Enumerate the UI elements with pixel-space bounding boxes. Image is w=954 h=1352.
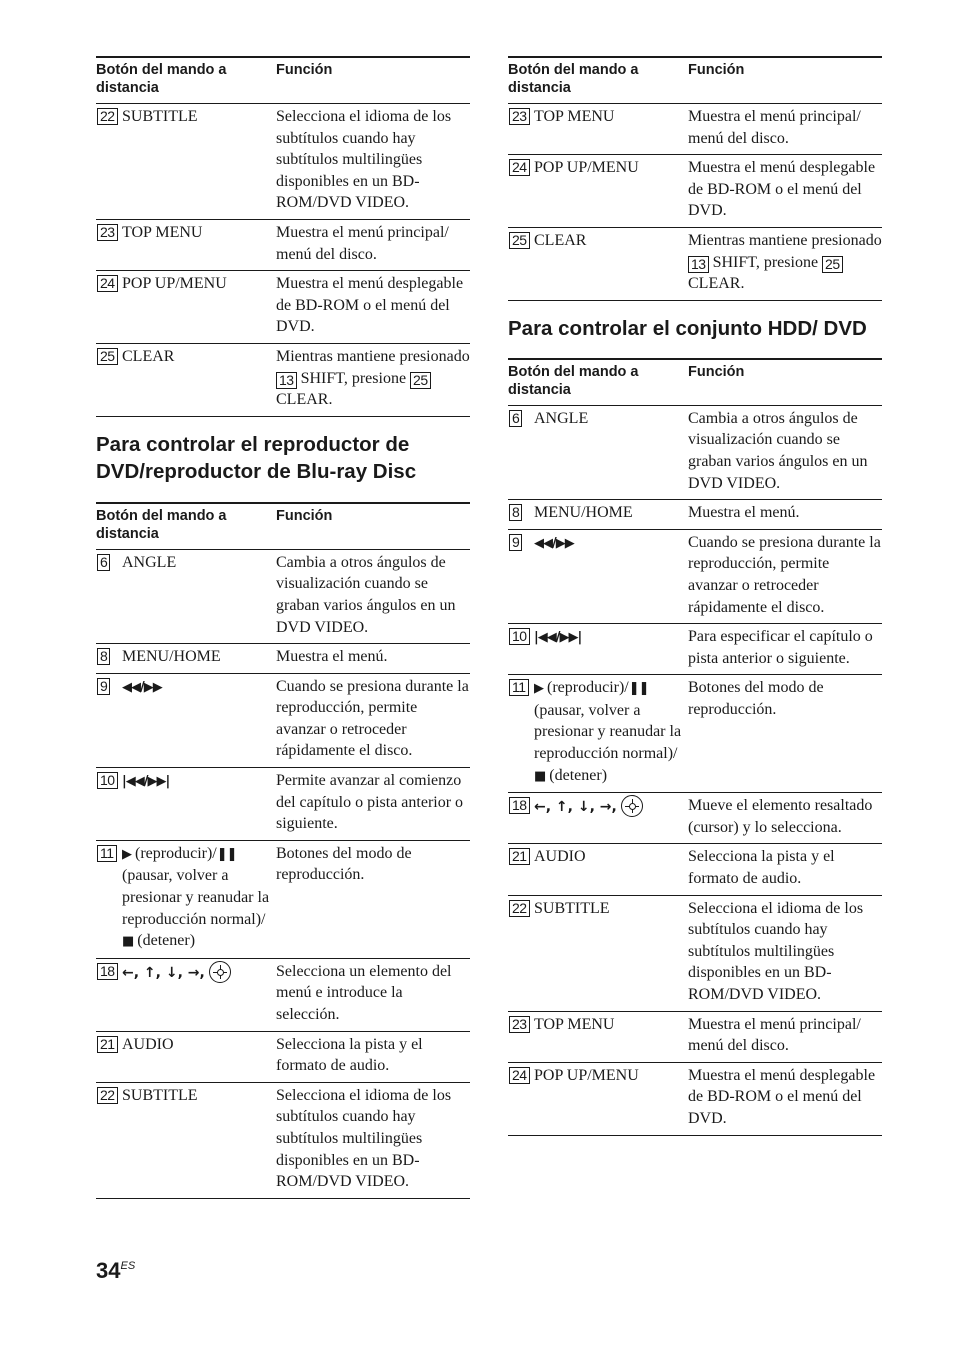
button-label: POP UP/MENU [534,1066,639,1084]
button-cell [96,768,276,841]
button-label: POP UP/MENU [122,275,227,293]
button-number: 18 [509,797,530,814]
button-label: (pausar, volver a presionar y reanudar la reproducción normal)/ [122,867,270,928]
remote-table-hdd-dvd [508,358,882,1136]
header-function: Función [276,503,470,550]
button-cell [508,227,688,300]
button-number: 21 [509,848,530,865]
button-cell [508,675,688,793]
table-row [96,673,470,767]
pause-icon: ❚❚ [628,681,649,697]
header-button: Botón del mando a distancia [96,57,276,104]
table-header-row [508,359,882,406]
button-ref: 25 [410,372,431,389]
function-cell: Muestra el menú principal/ menú del disco. [688,1011,882,1062]
function-cell: Muestra el menú. [688,500,882,530]
stop-icon: ■ [122,934,134,950]
button-label: SUBTITLE [122,1086,198,1104]
table-row [96,768,470,841]
table-row [508,529,882,623]
button-ref: 13 [276,372,297,389]
button-number: 24 [509,159,530,176]
button-number: 23 [97,224,118,241]
table-row [508,675,882,793]
rewind-forward-icon: ◀◀/▶▶ [534,535,574,551]
table-row [508,895,882,1011]
page-lang: ES [120,1260,136,1272]
button-cell [508,1011,688,1062]
button-label: ANGLE [534,409,589,427]
function-cell: Muestra el menú desplegable de BD-ROM o el menú del DVD. [688,155,882,228]
table-row [508,1062,882,1135]
function-cell: Cuando se presiona durante la reproducción, permite avanzar o retroceder rápidamente el disco. [276,673,470,767]
button-number: 10 [97,772,118,789]
table-row [96,1082,470,1198]
function-cell: Selecciona la pista y el formato de audio. [276,1031,470,1082]
button-label: (reproducir)/ [547,679,629,697]
button-cell [96,1082,276,1198]
button-label: AUDIO [534,848,586,866]
table-header-row [96,57,470,104]
button-number: 24 [97,275,118,292]
button-label: SUBTITLE [534,899,610,917]
button-cell [96,673,276,767]
button-cell [96,343,276,416]
table-row [96,1031,470,1082]
button-number: 25 [509,232,530,249]
button-number: 22 [97,1087,118,1104]
table-row [96,549,470,643]
function-cell: Cuando se presiona durante la reproducción, permite avanzar o retroceder rápidamente el disco. [688,529,882,623]
function-cell [276,343,470,416]
function-text: CLEAR. [276,391,333,409]
page-number [96,1258,135,1284]
table-row [508,227,882,300]
table-row [508,104,882,155]
button-number: 9 [97,678,110,695]
button-cell [508,104,688,155]
header-function: Función [688,57,882,104]
play-icon: ▶ [122,846,131,862]
remote-table-bd-continued [96,56,470,417]
button-ref: 13 [688,256,709,273]
button-number: 10 [509,628,530,645]
table-row [96,958,470,1031]
arrow-keys-icon: ←, ↑, ↓, →, [534,799,617,816]
function-text: SHIFT, presione [712,253,819,271]
function-text: CLEAR. [688,275,745,293]
button-label: TOP MENU [534,108,615,125]
function-cell: Botones del modo de reproducción. [276,840,470,958]
header-button: Botón del mando a distancia [96,503,276,550]
button-cell [96,549,276,643]
function-cell: Selecciona un elemento del menú e introduce la selección. [276,958,470,1031]
function-text: Mientras mantiene presionado [276,347,470,365]
button-number: 21 [97,1036,118,1053]
left-column [96,56,470,1199]
button-cell [96,958,276,1031]
enter-button-icon [209,961,231,983]
function-cell: Muestra el menú desplegable de BD-ROM o el menú del DVD. [688,1062,882,1135]
table-header-row [96,503,470,550]
table-row [96,219,470,270]
function-text: Mientras mantiene presionado [688,231,882,249]
table-row [96,104,470,220]
function-cell: Cambia a otros ángulos de visualización cuando se graban varios ángulos en un DVD VIDEO. [276,549,470,643]
section-title-bd-player: Para controlar el reproductor de DVD/reproductor de Blu-ray Disc [96,432,417,483]
button-label: ANGLE [122,553,177,571]
button-cell [96,104,276,220]
button-cell [508,529,688,623]
enter-button-icon [621,795,643,817]
header-function: Función [688,359,882,406]
table-row [96,840,470,958]
function-cell: Muestra el menú principal/ menú del disco. [688,104,882,155]
header-function: Función [276,57,470,104]
prev-next-icon: |◀◀/▶▶| [534,630,582,646]
button-label: TOP MENU [122,223,203,241]
button-number: 22 [97,108,118,125]
table-row [508,793,882,844]
button-number: 25 [97,348,118,365]
button-cell [508,844,688,895]
table-row [96,644,470,674]
button-label: (detener) [549,766,608,784]
function-cell: Para especificar el capítulo o pista anterior o siguiente. [688,624,882,675]
button-cell [96,644,276,674]
function-cell: Selecciona el idioma de los subtítulos cuando hay subtítulos multilingües disponibles en un BD-ROM/DVD VIDEO. [276,1082,470,1198]
button-number: 24 [509,1067,530,1084]
table-row [508,155,882,228]
button-label: AUDIO [122,1035,174,1053]
button-cell [508,895,688,1011]
function-cell: Muestra el menú desplegable de BD-ROM o el menú del DVD. [276,271,470,344]
button-label: MENU/HOME [122,648,221,666]
header-button: Botón del mando a distancia [508,359,688,406]
button-number: 9 [509,534,522,551]
function-cell: Selecciona el idioma de los subtítulos cuando hay subtítulos multilingües disponibles en un BD-ROM/DVD VIDEO. [276,104,470,220]
button-number: 8 [97,648,110,665]
button-label: SUBTITLE [122,108,198,125]
table-row [508,500,882,530]
table-row [96,343,470,416]
button-number: 23 [509,108,530,125]
button-cell [96,271,276,344]
button-label: MENU/HOME [534,504,633,522]
page-number-value: 34 [96,1258,121,1283]
table-row [96,271,470,344]
table-row [508,405,882,499]
button-cell [508,1062,688,1135]
function-cell [688,227,882,300]
button-number: 22 [509,900,530,917]
button-number: 8 [509,504,522,521]
function-cell: Muestra el menú. [276,644,470,674]
function-cell: Cambia a otros ángulos de visualización cuando se graban varios ángulos en un DVD VIDEO. [688,405,882,499]
header-button: Botón del mando a distancia [508,57,688,104]
function-cell: Mueve el elemento resaltado (cursor) y lo selecciona. [688,793,882,844]
stop-icon: ■ [534,768,546,784]
button-label: TOP MENU [534,1015,615,1033]
button-label: (pausar, volver a presionar y reanudar la reproducción normal)/ [534,701,682,763]
function-text: SHIFT, presione [300,369,407,387]
button-label: POP UP/MENU [534,159,639,177]
function-cell: Selecciona la pista y el formato de audio. [688,844,882,895]
button-label: (reproducir)/ [135,844,217,862]
table-row [508,624,882,675]
button-cell [96,219,276,270]
right-column [508,56,882,1136]
function-cell: Muestra el menú principal/ menú del disco. [276,219,470,270]
button-number: 23 [509,1016,530,1033]
remote-table-bd-player [96,502,470,1199]
function-cell: Permite avanzar al comienzo del capítulo o pista anterior o siguiente. [276,768,470,841]
pause-icon: ❚❚ [216,846,237,862]
play-icon: ▶ [534,681,543,697]
table-header-row [508,57,882,104]
table-row [508,844,882,895]
button-number: 6 [97,554,110,571]
button-number: 18 [97,963,118,980]
table-row [508,1011,882,1062]
button-cell [508,155,688,228]
section-title-hdd-dvd: Para controlar el conjunto HDD/ DVD [508,316,867,340]
function-cell: Selecciona el idioma de los subtítulos cuando hay subtítulos multilingües disponibles en un BD-ROM/DVD VIDEO. [688,895,882,1011]
button-number: 11 [509,679,529,696]
button-cell [508,405,688,499]
function-cell: Botones del modo de reproducción. [688,675,882,793]
prev-next-icon: |◀◀/▶▶| [122,774,170,790]
button-ref: 25 [822,256,843,273]
button-cell [96,840,276,958]
button-cell [508,793,688,844]
button-cell [508,624,688,675]
button-label: CLEAR [122,347,175,365]
button-label: (detener) [137,932,196,950]
button-number: 6 [509,410,522,427]
remote-table-bd-continued-right [508,56,882,301]
button-cell [508,500,688,530]
button-number: 11 [97,845,117,862]
button-label: CLEAR [534,231,587,249]
arrow-keys-icon: ←, ↑, ↓, →, [122,964,205,981]
button-cell [96,1031,276,1082]
rewind-forward-icon: ◀◀/▶▶ [122,679,162,695]
